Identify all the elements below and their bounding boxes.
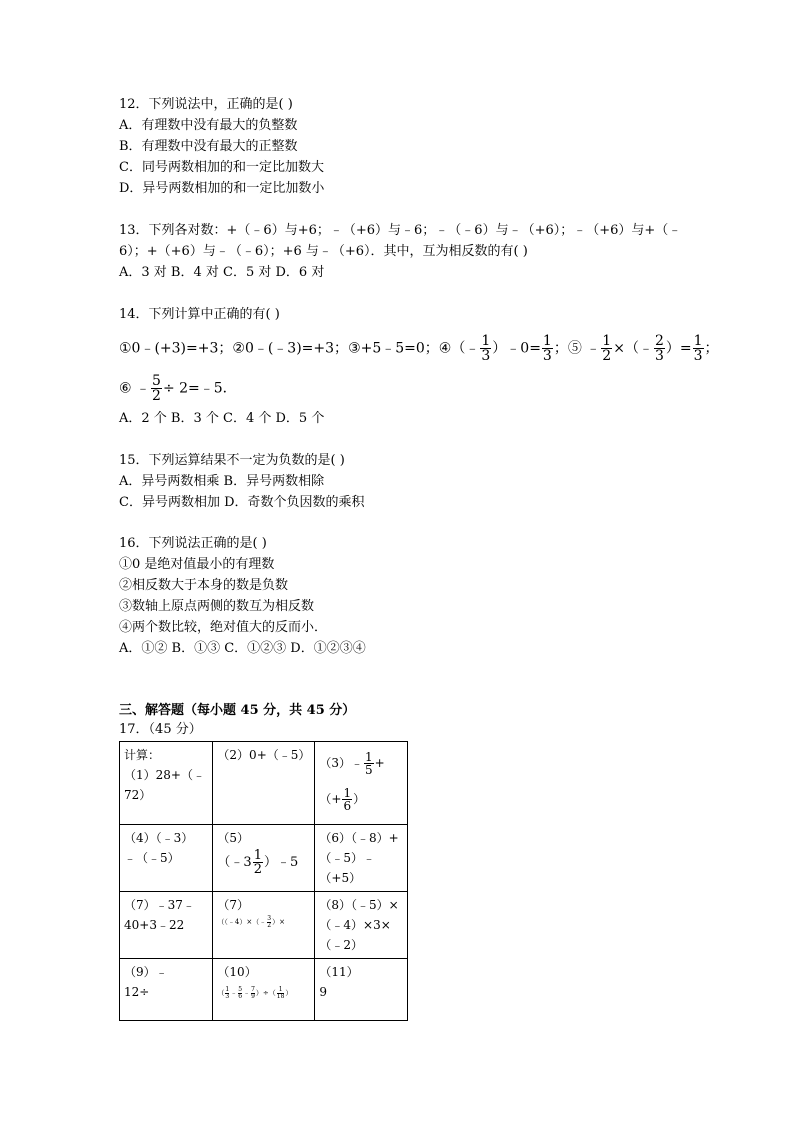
- q14-item5-suffix: ）=: [665, 340, 692, 357]
- fraction: $\frac{7}{9}$: [251, 985, 255, 1000]
- cell-text: （11）: [319, 965, 359, 979]
- q14-item5-prefix: ⑤ ﹣: [567, 340, 601, 357]
- cell-text: （（﹣4）×（﹣: [217, 918, 267, 926]
- cell-text: （﹣3: [217, 855, 252, 870]
- table-cell: [213, 742, 315, 825]
- cell-text: ﹣: [243, 989, 251, 997]
- cell-text: （4）（﹣3）: [124, 831, 194, 845]
- cell-text: （2）0+（﹣5）: [217, 748, 311, 762]
- q14-item4-prefix: ④（﹣: [438, 340, 480, 357]
- cell-text: （3）﹣: [319, 756, 364, 770]
- cell-text: ）: [353, 792, 366, 806]
- table-cell: [213, 825, 315, 892]
- cell-text: （7）: [217, 898, 250, 912]
- cell-line: [319, 781, 403, 817]
- fraction: $\frac{1}{3}$: [542, 333, 552, 364]
- cell-text: （7）﹣37﹣: [124, 898, 195, 912]
- fraction: $\frac{5}{6}$: [238, 985, 243, 1000]
- fraction: $\frac{1}{2}$: [253, 848, 262, 877]
- cell-text: （9）﹣: [124, 965, 168, 979]
- q16-statement-4: ④两个数比较，绝对值大的反而小．: [119, 620, 328, 635]
- q14-item6-suffix: ÷ 2=﹣5．: [162, 380, 237, 397]
- fraction: $\frac{1}{5}$: [365, 750, 373, 777]
- fraction: $\frac{2}{3}$: [654, 333, 664, 364]
- fraction: $\frac{1}{3}$: [693, 333, 703, 364]
- cell-text: （+: [319, 792, 342, 806]
- q14-item6-prefix: ⑥ ﹣: [119, 380, 151, 397]
- cell-line: [217, 915, 310, 929]
- calculation-table: [119, 741, 408, 1021]
- table-row: [120, 959, 408, 1021]
- q12-option-c: C．同号两数相加的和一定比加数大: [119, 160, 324, 175]
- fraction: $\frac{1}{2}$: [602, 333, 612, 364]
- q14-options: A．2 个 B．3 个 C．4 个 D．5 个: [119, 411, 325, 426]
- cell-text: ）÷（: [255, 989, 276, 997]
- cell-text: （: [217, 989, 225, 997]
- cell-text: （﹣5）﹣: [319, 851, 376, 865]
- cell-text: （﹣2）: [319, 938, 364, 952]
- q12-option-b: B．有理数中没有最大的正整数: [119, 139, 298, 154]
- q16-stem: 16．下列说法正确的是( ): [119, 536, 267, 551]
- table-cell: [315, 742, 408, 825]
- cell-text: ）: [285, 989, 293, 997]
- q14-items-row2: [119, 374, 237, 403]
- fraction: $\frac{1}{6}$: [343, 786, 352, 813]
- q16-statement-3: ③数轴上原点两侧的数互为相反数: [119, 599, 315, 614]
- cell-text: （+5）: [319, 871, 362, 885]
- cell-text: 计算：: [124, 748, 161, 762]
- q14-item3: ③+5﹣5=0；: [348, 340, 439, 357]
- cell-text: 40+3﹣22: [124, 918, 185, 932]
- table-cell: [120, 892, 213, 959]
- table-cell: [315, 825, 408, 892]
- cell-text: 12÷: [124, 985, 150, 999]
- fraction: $\frac{5}{2}$: [152, 373, 161, 404]
- cell-line: [319, 745, 403, 781]
- table-cell: [213, 892, 315, 959]
- fraction: $\frac{3}{2}$: [267, 914, 272, 929]
- cell-text: +: [374, 756, 385, 770]
- cell-text: ﹣: [230, 989, 238, 997]
- table-cell: [213, 959, 315, 1021]
- table-cell: [315, 959, 408, 1021]
- q15-options-1: A．异号两数相乘 B．异号两数相除: [119, 474, 325, 489]
- cell-line: [217, 848, 310, 878]
- table-cell: [315, 892, 408, 959]
- q13-line1: 13．下列各对数：+（﹣6）与+6；﹣（+6）与﹣6；﹣（﹣6）与﹣（+6）；﹣（+6）与+（﹣: [119, 223, 682, 238]
- cell-line: [217, 982, 310, 1004]
- cell-text: （﹣4）×3×: [319, 918, 391, 932]
- cell-text: （6）（﹣8）+: [319, 831, 399, 845]
- cell-text: （5）: [217, 831, 250, 845]
- q16-statement-1: ①0 是绝对值最小的有理数: [119, 557, 275, 572]
- q14-item2: ②0﹣(﹣3)=+3；: [232, 340, 349, 357]
- fraction: $\frac{1}{18}$: [276, 985, 285, 1000]
- table-cell: [120, 825, 213, 892]
- cell-text: ）﹣5: [263, 855, 299, 870]
- q13-options: A．3 对 B．4 对 C．5 对 D．6 对: [119, 265, 325, 280]
- q15-stem: 15．下列运算结果不一定为负数的是( ): [119, 453, 345, 468]
- cell-text: 9: [319, 985, 328, 999]
- q15-options-2: C．异号两数相加 D．奇数个负因数的乘积: [119, 495, 365, 510]
- table-cell: [120, 742, 213, 825]
- fraction: $\frac{1}{3}$: [481, 333, 491, 364]
- q14-item4-suffix: ）﹣0=: [492, 340, 541, 357]
- cell-text: （10）: [217, 965, 257, 979]
- semicolon: ；: [704, 340, 719, 357]
- section-heading: 三、解答题（每小题 45 分，共 45 分）: [119, 703, 356, 718]
- q14-items-row1: [119, 334, 719, 363]
- cell-text: （8）（﹣5）×: [319, 898, 399, 912]
- cell-text: 72）: [124, 788, 152, 802]
- q16-options: A．①② B．①③ C．①②③ D．①②③④: [119, 641, 366, 656]
- cell-text: （1）28+（﹣: [124, 768, 205, 782]
- table-row: [120, 892, 408, 959]
- cell-text: ﹣（﹣5）: [124, 851, 180, 865]
- q12-option-d: D．异号两数相加的和一定比加数小: [119, 181, 325, 196]
- semicolon: ；: [553, 340, 568, 357]
- q14-item1: ①0﹣(+3)=+3；: [119, 340, 233, 357]
- q14-stem: 14．下列计算中正确的有( ): [119, 307, 280, 322]
- q12-stem: 12．下列说法中，正确的是( ): [119, 97, 293, 112]
- table-cell: [120, 959, 213, 1021]
- fraction: $\frac{1}{3}$: [225, 985, 230, 1000]
- q14-item5-mid: ×（﹣: [613, 340, 653, 357]
- cell-text: ）×: [272, 918, 285, 926]
- q12-option-a: A．有理数中没有最大的负整数: [119, 118, 298, 133]
- q16-statement-2: ②相反数大于本身的数是负数: [119, 578, 289, 593]
- table-row: [120, 825, 408, 892]
- q13-line2: 6）；+（+6）与﹣（﹣6）；+6 与﹣（+6）．其中，互为相反数的有( ): [119, 244, 528, 259]
- q17-label: 17．（45 分）: [119, 722, 202, 737]
- table-row: [120, 742, 408, 825]
